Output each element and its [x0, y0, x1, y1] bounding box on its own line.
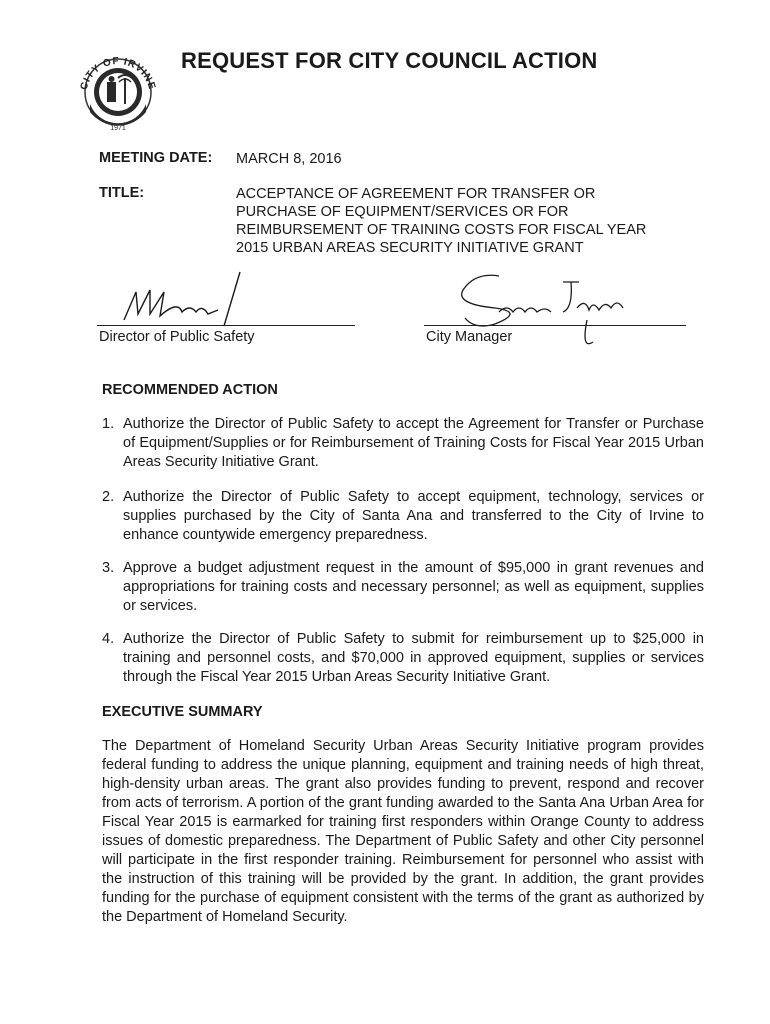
action-item-3 — [102, 559, 704, 616]
executive-summary-body: The Department of Homeland Security Urban Areas Security Initiative program provides federal funding to address the unique planning, equipment and training needs of high threat, high-density urban areas. The grant also provides funding to prevent, respond and recover from acts of terrorism. A portion of the grant funding awarded to the Santa Ana Urban Area for Fiscal Year 2015 is earmarked for training first responders within Orange County to address issues of domestic preparedness. The Department of Public Safety and other City personnel will participate in the first responder training. Reimbursement for personnel who assist with the instruction of this training will be provided by the grant. In addition, the grant provides funding for the purchase of equipment consistent with the terms of the grant as authorized by the Department of Homeland Security. — [102, 738, 704, 925]
city-manager-caption: City Manager — [426, 329, 513, 345]
executive-summary-heading: EXECUTIVE SUMMARY — [102, 704, 263, 720]
director-signature — [120, 270, 260, 330]
document-title: REQUEST FOR CITY COUNCIL ACTION — [181, 48, 598, 73]
action-item-text: Authorize the Director of Public Safety to submit for reimbursement up to $25,000 in training and personnel costs, and $70,000 in approved equipment, supplies or services through the Fiscal Year 2015 Urban Areas Security Initiative Grant. — [123, 631, 704, 685]
action-item-number: 1. — [102, 416, 115, 432]
seal-text: CITY OF IRVINE — [78, 55, 158, 92]
action-item-number: 2. — [102, 489, 115, 505]
action-item-text: Approve a budget adjustment request in the amount of $95,000 in grant revenues and appropriations for training costs and necessary personnel; as well as equipment, supplies or services. — [123, 560, 704, 614]
meeting-date-value: MARCH 8, 2016 — [236, 151, 342, 167]
action-item-text: Authorize the Director of Public Safety to accept the Agreement for Transfer or Purchase of Equipment/Supplies or for Reimbursement of Training Costs for Fiscal Year 2015 Urban Areas Security Initiative Grant. — [123, 416, 704, 470]
recommended-action-heading: RECOMMENDED ACTION — [102, 382, 278, 398]
director-signature-line — [97, 325, 355, 326]
meeting-date-label: MEETING DATE: — [99, 150, 213, 166]
title-value: ACCEPTANCE OF AGREEMENT FOR TRANSFER OR PURCHASE OF EQUIPMENT/SERVICES OR FOR REIMBURSEMENT OF TRAINING COSTS FOR FISCAL YEAR 2015 URBAN AREAS SECURITY INITIATIVE GRANT — [236, 186, 647, 256]
action-item-4 — [102, 630, 704, 687]
title-label: TITLE: — [99, 185, 145, 201]
action-item-number: 3. — [102, 560, 115, 576]
action-item-2 — [102, 488, 704, 545]
city-seal-logo — [72, 44, 164, 136]
city-manager-signature-line — [424, 325, 686, 326]
action-item-text: Authorize the Director of Public Safety to accept equipment, technology, services or supplies purchased by the City of Santa Ana and transferred to the City of Irvine to enhance countywide emergency preparedness. — [123, 489, 704, 543]
action-item-number: 4. — [102, 631, 115, 647]
seal-year: 1971 — [110, 125, 126, 132]
director-caption: Director of Public Safety — [99, 329, 255, 345]
action-item-1 — [102, 415, 704, 472]
